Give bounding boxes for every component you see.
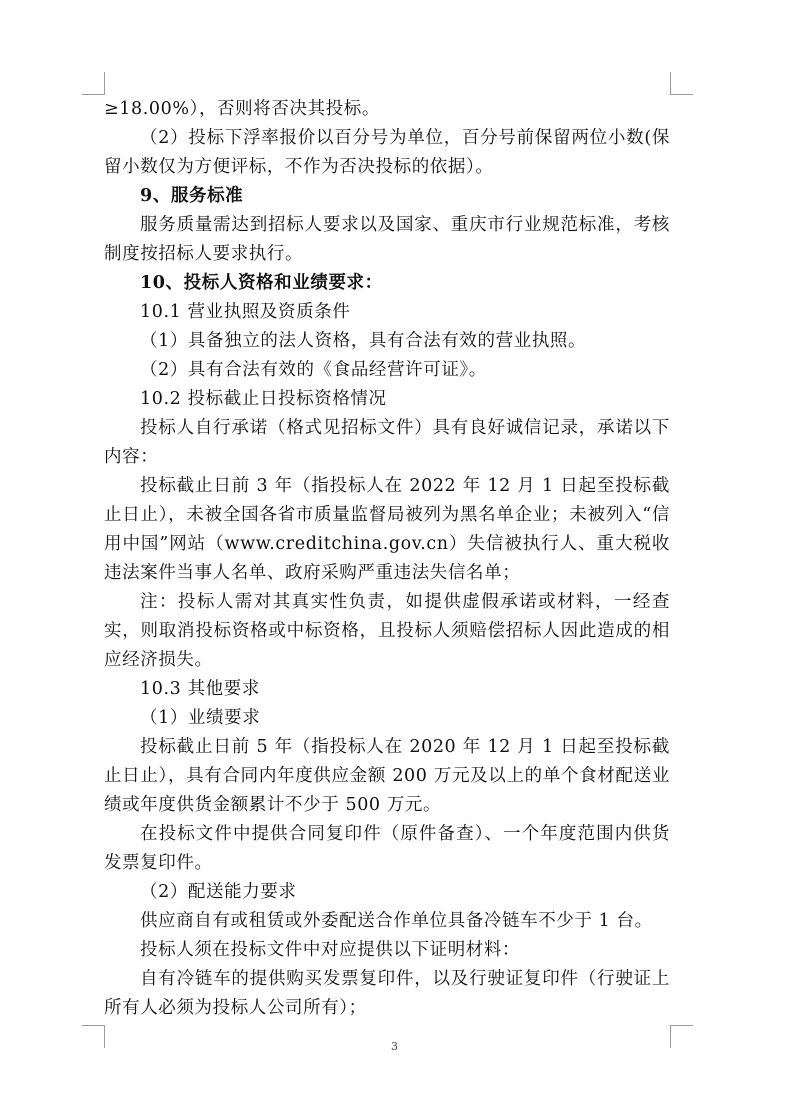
paragraph: 服务质量需达到招标人要求以及国家、重庆市行业规范标准，考核制度按招标人要求执行。 <box>104 215 670 264</box>
paragraph: （2）投标下浮率报价以百分号为单位，百分号前保留两位小数(保留小数仅为方便评标，不作为否决投标的依据）。 <box>104 128 670 177</box>
crop-mark-top-right <box>670 72 693 95</box>
paragraph-continued: ≥18.00%），否则将否决其投标。 <box>104 99 380 119</box>
note-paragraph: 注：投标人需对其真实性负责，如提供虚假承诺或材料，一经查实，则取消投标资格或中标资格，且投标人须赔偿招标人因此造成的相应经济损失。 <box>104 592 670 670</box>
paragraph: 投标人自行承诺（格式见招标文件）具有良好诚信记录，承诺以下内容： <box>104 418 670 467</box>
section-heading: 10、投标人资格和业绩要求： <box>140 273 383 293</box>
paragraph: 自有冷链车的提供购买发票复印件，以及行驶证复印件（行驶证上所有人必须为投标人公司所有）； <box>104 969 670 1018</box>
paragraph: 投标截止日前 5 年（指投标人在 2020 年 12 月 1 日起至投标截止日止），具有合同内年度供应金额 200 万元及以上的单个食材配送业绩或年度供货金额累计不少于 500 万元。 <box>104 737 670 815</box>
section-heading: 9、服务标准 <box>140 186 244 206</box>
paragraph: （1）具备独立的法人资格，具有合法有效的营业执照。 <box>140 331 587 351</box>
paragraph: 供应商自有或租赁或外委配送合作单位具备冷链车不少于 1 台。 <box>140 911 653 931</box>
paragraph: 投标截止日前 3 年（指投标人在 2022 年 12 月 1 日起至投标截止日止），未被全国各省市质量监督局被列为黑名单企业；未被列入“信用中国”网站（www.creditchina.gov.cn）失信被执行人、重大税收违法案件当事人名单、政府采购严重违法失信名单； <box>104 476 670 583</box>
crop-mark-top-left <box>82 72 105 95</box>
paragraph: 在投标文件中提供合同复印件（原件备查）、一个年度范围内供货发票复印件。 <box>104 824 670 873</box>
document-body <box>104 95 670 1023</box>
paragraph: （2）具有合法有效的《食品经营许可证》。 <box>140 360 487 380</box>
paragraph: 投标人须在投标文件中对应提供以下证明材料： <box>140 940 521 960</box>
paragraph: （2）配送能力要求 <box>140 882 297 902</box>
subsection-title: 10.1 营业执照及资质条件 <box>140 302 351 322</box>
subsection-title: 10.2 投标截止日投标资格情况 <box>140 389 387 409</box>
paragraph: （1）业绩要求 <box>140 708 261 728</box>
page-number: 3 <box>391 1040 398 1053</box>
subsection-title: 10.3 其他要求 <box>140 679 260 699</box>
